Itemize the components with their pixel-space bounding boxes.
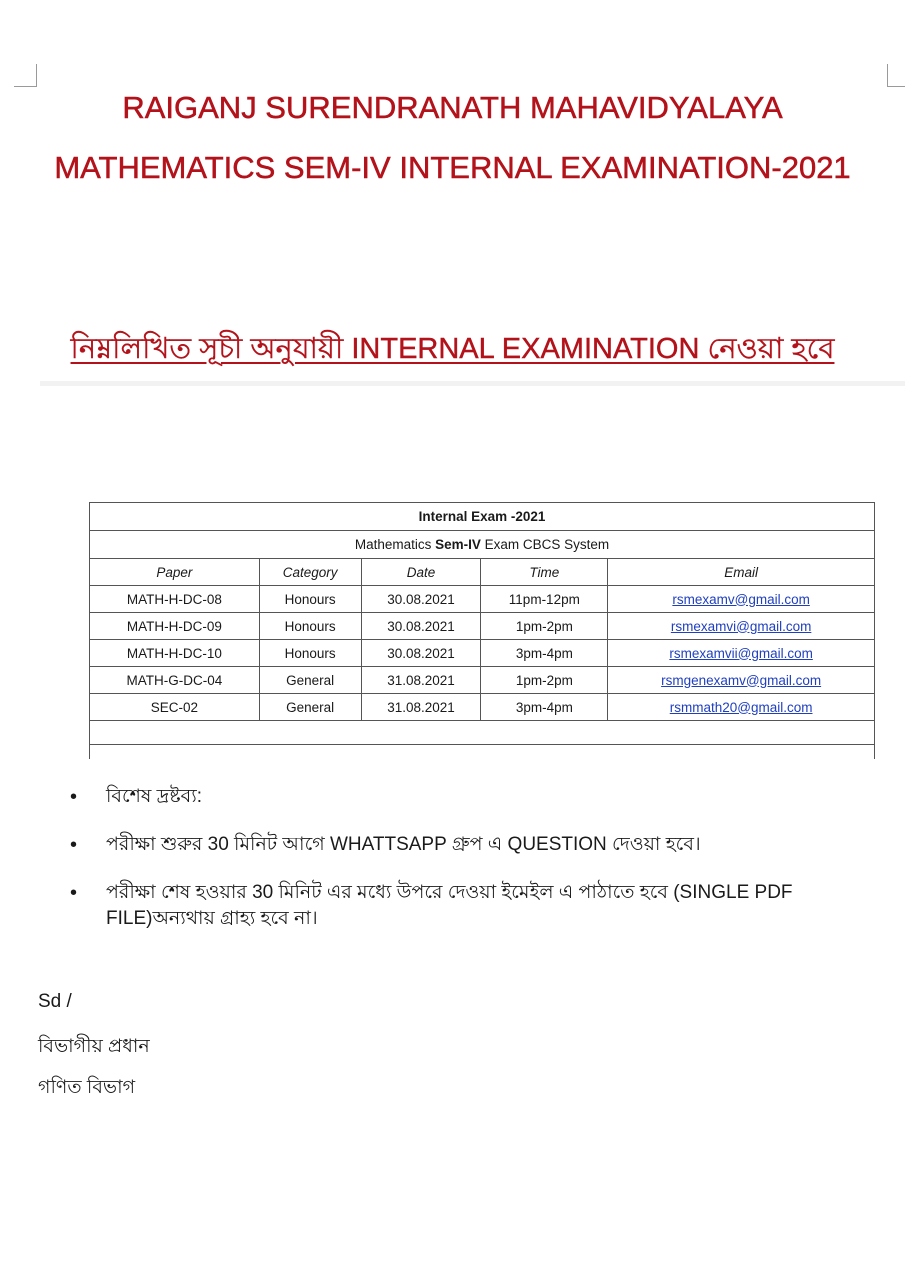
table-header-row: [90, 559, 875, 586]
paper-cell: MATH-H-DC-10: [90, 640, 260, 667]
email-link[interactable]: rsmexamv@gmail.com: [672, 591, 810, 607]
email-cell: [608, 694, 875, 721]
email-link[interactable]: rsmmath20@gmail.com: [669, 699, 813, 715]
table-row: [90, 613, 875, 640]
column-header-email: Email: [608, 559, 875, 586]
email-link[interactable]: rsmgenexamv@gmail.com: [661, 672, 822, 688]
column-header-date: Date: [361, 559, 481, 586]
note-item: • পরীক্ষা শুরুর 30 মিনিট আগে WHATTSAPP গ্রুপ এ QUESTION দেওয়া হবে।: [70, 832, 870, 858]
note-item: • বিশেষ দ্রষ্টব্য:: [70, 784, 870, 810]
email-cell: [608, 667, 875, 694]
notes-list: [70, 784, 870, 954]
signature-sd: Sd /: [38, 991, 72, 1012]
table-subtitle: Mathematics Sem-IV Exam CBCS System: [90, 531, 875, 559]
page-separator: [40, 381, 905, 386]
table-title: Internal Exam -2021: [90, 503, 875, 531]
notice-heading: নিম্নলিখিত সূচী অনুযায়ী INTERNAL EXAMINATION নেওয়া হবে: [70, 333, 835, 365]
table-row: [90, 640, 875, 667]
college-name: RAIGANJ SURENDRANATH MAHAVIDYALAYA: [122, 90, 783, 125]
time-cell: 3pm-4pm: [481, 694, 608, 721]
table-tail-row: [90, 745, 875, 760]
category-cell: Honours: [259, 613, 361, 640]
exam-title: MATHEMATICS SEM-IV INTERNAL EXAMINATION-2021: [54, 150, 851, 185]
email-link[interactable]: rsmexamvii@gmail.com: [669, 645, 813, 661]
paper-cell: MATH-G-DC-04: [90, 667, 260, 694]
paper-cell: MATH-H-DC-08: [90, 586, 260, 613]
email-cell: [608, 640, 875, 667]
crop-mark-left: [14, 64, 37, 87]
column-header-time: Time: [481, 559, 608, 586]
time-cell: 11pm-12pm: [481, 586, 608, 613]
date-cell: 31.08.2021: [361, 694, 481, 721]
table-row: [90, 667, 875, 694]
paper-cell: SEC-02: [90, 694, 260, 721]
table-empty-row: [90, 721, 875, 745]
time-cell: 3pm-4pm: [481, 640, 608, 667]
date-cell: 30.08.2021: [361, 586, 481, 613]
email-cell: [608, 586, 875, 613]
signature-designation: বিভাগীয় প্রধান: [38, 1036, 150, 1057]
paper-cell: MATH-H-DC-09: [90, 613, 260, 640]
category-cell: Honours: [259, 586, 361, 613]
table-row: [90, 586, 875, 613]
category-cell: General: [259, 694, 361, 721]
email-cell: [608, 613, 875, 640]
date-cell: 31.08.2021: [361, 667, 481, 694]
column-header-category: Category: [259, 559, 361, 586]
table-row: [90, 694, 875, 721]
email-link[interactable]: rsmexamvi@gmail.com: [670, 618, 812, 634]
signature-department: গণিত বিভাগ: [38, 1077, 136, 1098]
exam-schedule-table: [89, 502, 875, 759]
category-cell: Honours: [259, 640, 361, 667]
column-header-paper: Paper: [90, 559, 260, 586]
category-cell: General: [259, 667, 361, 694]
date-cell: 30.08.2021: [361, 613, 481, 640]
crop-mark-right: [887, 64, 905, 87]
time-cell: 1pm-2pm: [481, 613, 608, 640]
note-item: • পরীক্ষা শেষ হওয়ার 30 মিনিট এর মধ্যে উপরে দেওয়া ইমেইল এ পাঠাতে হবে (SINGLE PDF FILE)অন্যথায় গ্রাহ্য হবে না।: [70, 880, 870, 932]
date-cell: 30.08.2021: [361, 640, 481, 667]
time-cell: 1pm-2pm: [481, 667, 608, 694]
